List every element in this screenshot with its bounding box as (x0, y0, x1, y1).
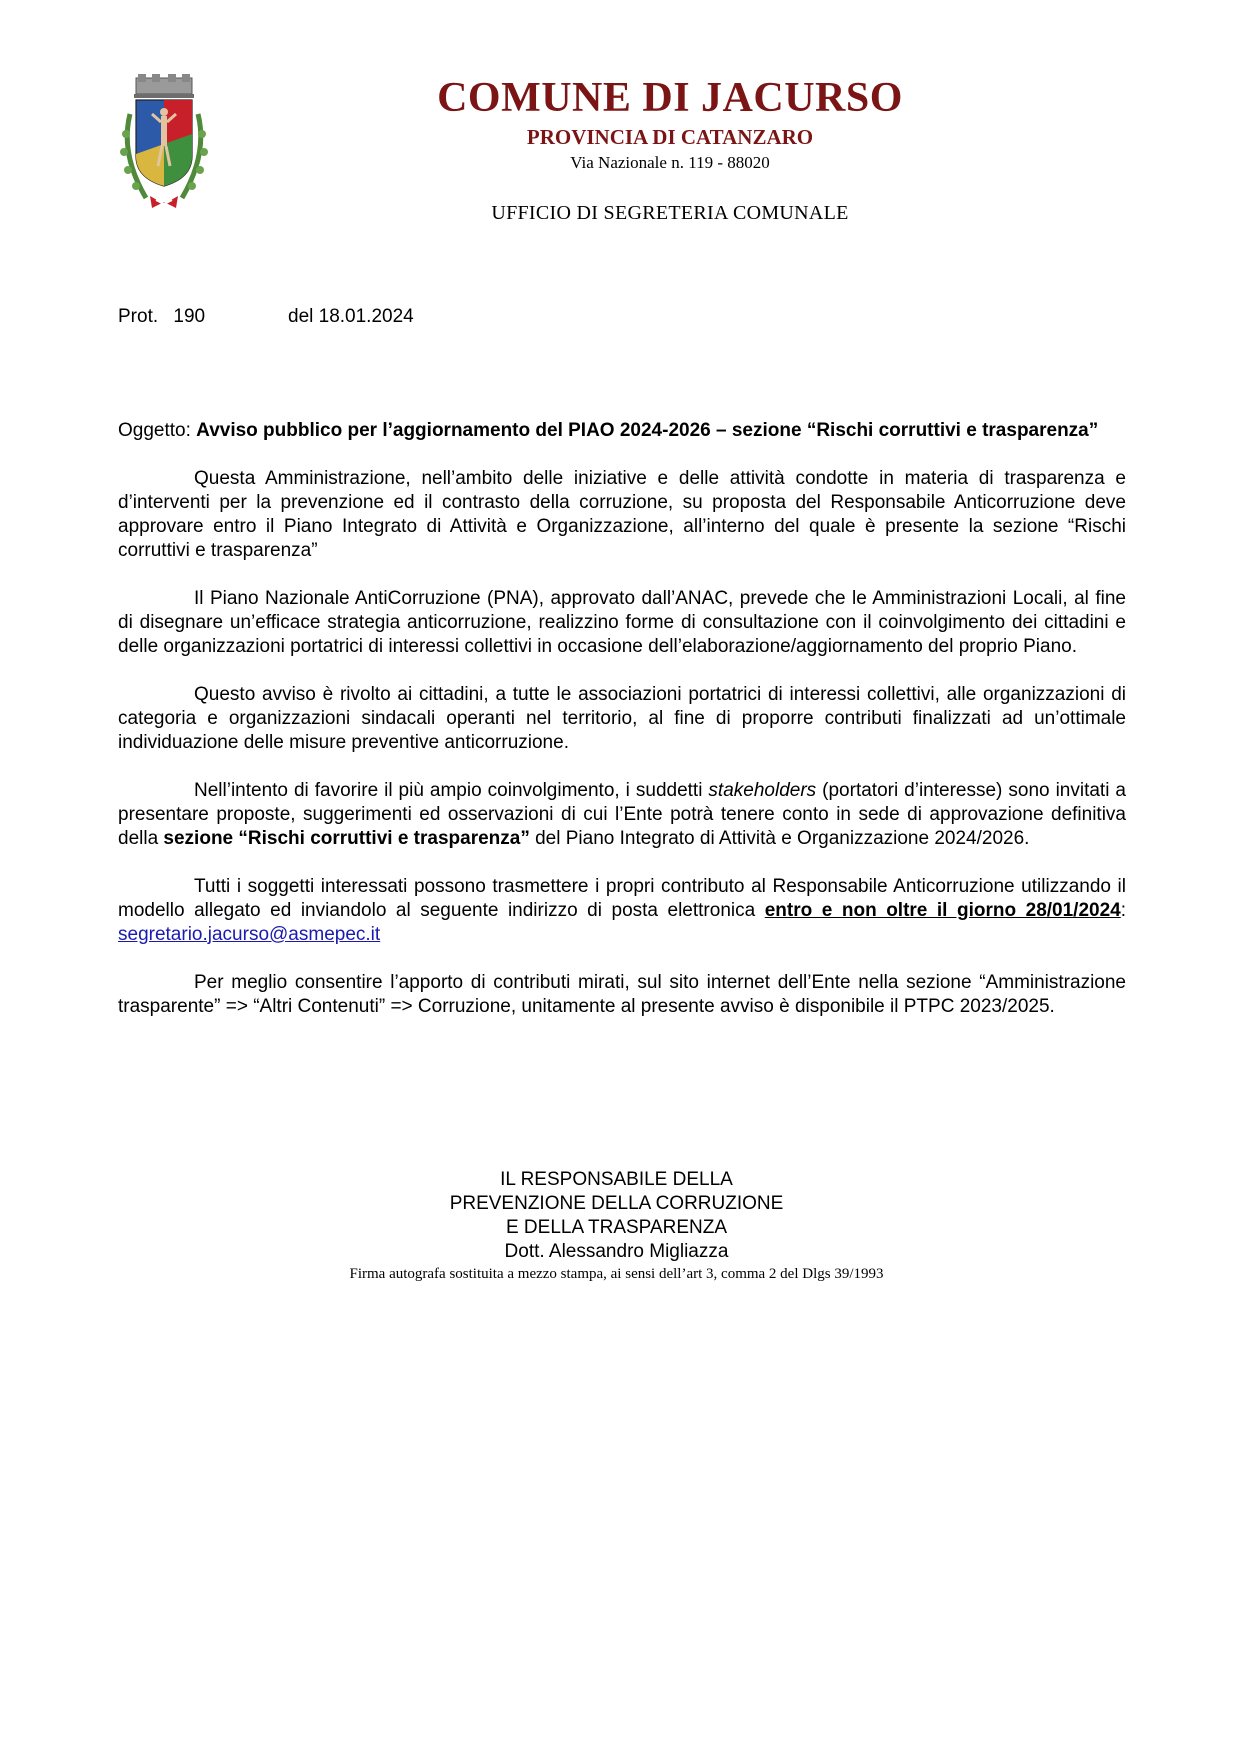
address: Via Nazionale n. 119 - 88020 (570, 153, 770, 172)
subject-text: Avviso pubblico per l’aggiornamento del PIAO 2024-2026 – sezione “Rischi corruttivi e trasparenza” (196, 420, 1099, 441)
paragraph-4 (118, 779, 1126, 851)
protocol-date: del 18.01.2024 (288, 306, 414, 327)
protocol-line (118, 306, 414, 328)
document-body (118, 400, 1126, 1043)
signature-line-2: PREVENZIONE DELLA CORRUZIONE (449, 1193, 784, 1214)
paragraph-6: Per meglio consentire l’apporto di contributi mirati, sul sito internet dell’Ente nella sezione “Amministrazione trasparente” => “Altri Contenuti” => Corruzione, unitamente al presente avviso è disponibile il PTPC 2023/2025. (118, 972, 1126, 1017)
section-name: sezione “Rischi corruttivi e trasparenza” (163, 828, 530, 849)
paragraph-5-part-b: : (1120, 900, 1127, 921)
municipality-name: COMUNE DI JACURSO (437, 75, 903, 121)
email-link[interactable]: segretario.jacurso@asmepec.it (118, 924, 381, 945)
paragraph-4-part-a: Nell’intento di favorire il più ampio coinvolgimento, i suddetti (194, 780, 709, 801)
signature-line-3: E DELLA TRASPARENZA (505, 1217, 728, 1238)
paragraph-1: Questa Amministrazione, nell’ambito delle iniziative e delle attività condotte in materia di trasparenza e d’interventi per la prevenzione ed il contrasto della corruzione, su proposta del Responsabile Anticorruzione deve approvare entro il Piano Integrato di Attività e Organizzazione, all’interno del quale è presente la sezione “Rischi corruttivi e trasparenza” (118, 468, 1126, 561)
paragraph-5-part-a: Tutti i soggetti interessati possono trasmettere i propri contributo al Responsabile Anticorruzione utilizzando il modello allegato ed inviandolo al seguente indirizzo di posta elettronica (118, 876, 1126, 921)
paragraph-4-part-c: del Piano Integrato di Attività e Organizzazione 2024/2026. (529, 828, 1030, 849)
protocol-number: 190 (173, 306, 206, 327)
signature-note: Firma autografa sostituita a mezzo stampa, ai sensi dell’art 3, comma 2 del Dlgs 39/1993 (349, 1266, 884, 1282)
signature-block (0, 1168, 1241, 1284)
province-name: PROVINCIA DI CATANZARO (526, 125, 814, 149)
subject-label: Oggetto: (118, 420, 191, 441)
deadline: entro e non oltre il giorno 28/01/2024 (764, 900, 1121, 921)
paragraph-4-part-b: (portatori d’interesse) sono invitati a presentare proposte, suggerimenti ed osservazioni di cui l’Ente potrà tenere conto in sede di approvazione definitiva della (118, 780, 1126, 849)
signatory-name: Dott. Alessandro Migliazza (504, 1241, 729, 1262)
paragraph-5 (118, 875, 1126, 947)
office-name: UFFICIO DI SEGRETERIA COMUNALE (491, 202, 849, 224)
paragraph-2: Il Piano Nazionale AntiCorruzione (PNA), approvato dall’ANAC, prevede che le Amministrazioni Locali, al fine di disegnare un’efficace strategia anticorruzione, realizzino forme di consultazione con il coinvolgimento dei cittadini e delle organizzazioni portatrici di interessi collettivi in occasione dell’elaborazione/aggiornamento del proprio Piano. (118, 588, 1126, 657)
paragraph-3: Questo avviso è rivolto ai cittadini, a tutte le associazioni portatrici di interessi collettivi, alle organizzazioni di categoria e organizzazioni sindacali operanti nel territorio, al fine di proporre contributi finalizzati ad un’ottimale individuazione delle misure preventive anticorruzione. (118, 684, 1126, 753)
letterhead (300, 72, 1040, 226)
protocol-label: Prot. (118, 306, 159, 327)
subject-line (118, 419, 1126, 443)
stakeholders-term: stakeholders (708, 780, 817, 801)
signature-line-1: IL RESPONSABILE DELLA (500, 1169, 733, 1190)
municipal-crest-logo (116, 74, 212, 212)
